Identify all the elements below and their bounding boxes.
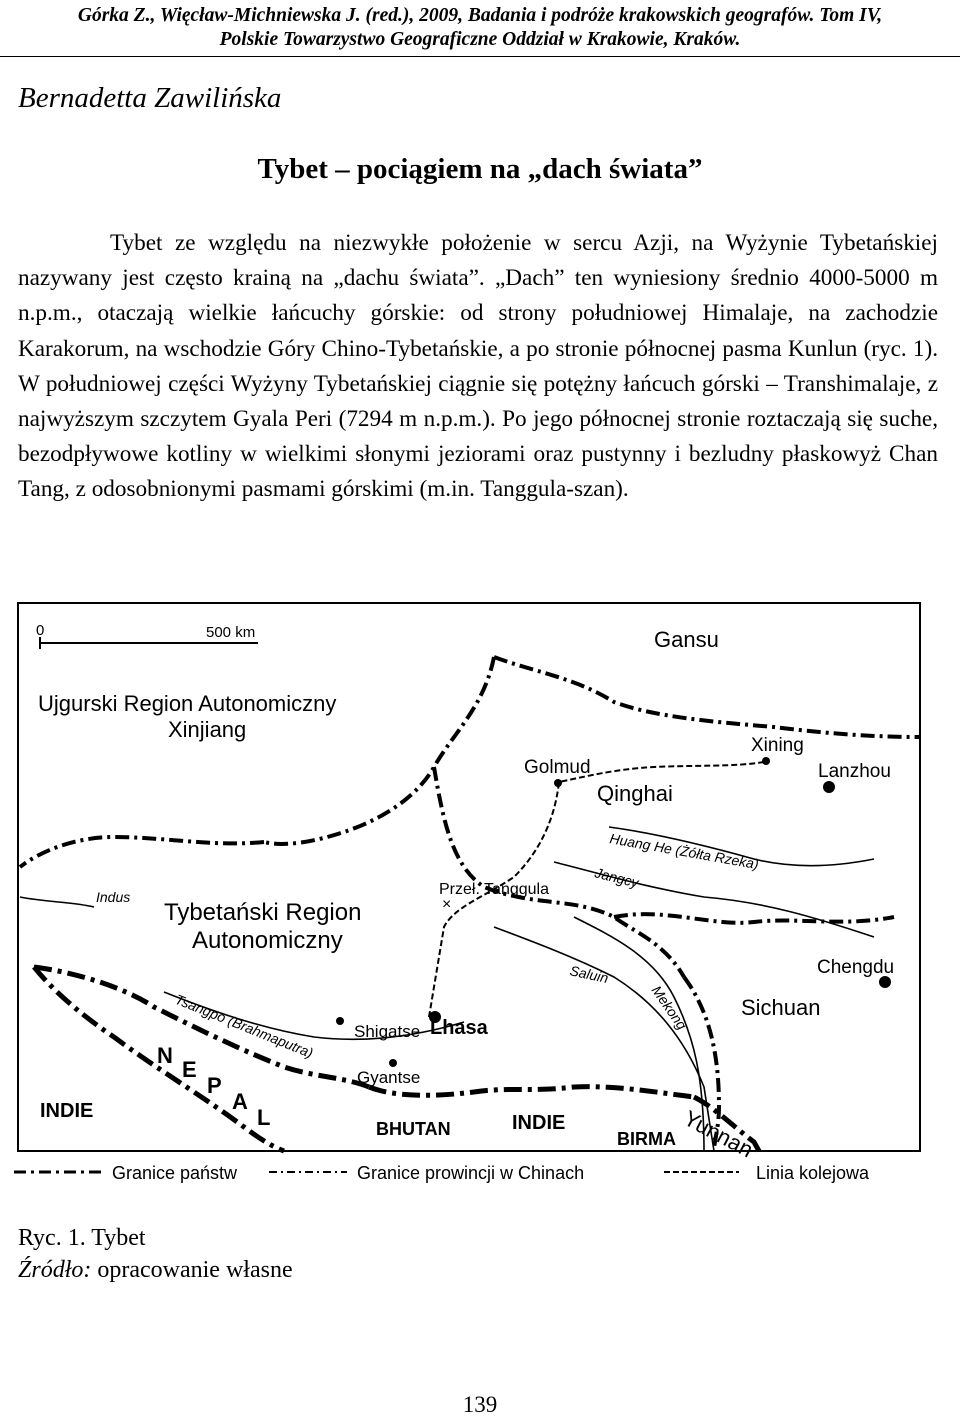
label-salween: Saluin (568, 962, 610, 987)
svg-text:L: L (257, 1105, 271, 1130)
source-label: Źródło: (18, 1257, 92, 1283)
label-tanggula-pass: Przeł. Tanggula (439, 881, 549, 898)
scale-distance: 500 km (206, 624, 256, 641)
map-canvas (14, 597, 944, 1202)
label-mekong: Mekong (648, 982, 691, 1033)
label-india-east: INDIE (512, 1112, 566, 1134)
city-shigatse-marker (336, 1017, 344, 1025)
city-gyantse-marker (389, 1059, 397, 1067)
source-text: opracowanie własne (91, 1257, 293, 1283)
label-xining: Xining (751, 735, 804, 756)
pass-marker: × (442, 896, 452, 913)
label-qinghai: Qinghai (597, 781, 673, 806)
label-yunnan: Yunnan (679, 1105, 758, 1163)
svg-text:N: N (157, 1043, 173, 1068)
label-india-west: INDIE (40, 1100, 94, 1122)
label-lhasa: Lhasa (430, 1017, 488, 1039)
legend-borders: Granice państw (112, 1163, 238, 1183)
figure-source (18, 1254, 293, 1286)
svg-text:A: A (232, 1089, 248, 1114)
label-indus: Indus (96, 889, 131, 905)
label-xinjiang-line-2: Xinjiang (168, 717, 247, 742)
svg-text:P: P (207, 1073, 222, 1098)
label-tibet-line-2: Autonomiczny (192, 927, 343, 954)
label-birma: BIRMA (617, 1129, 676, 1149)
label-yangtze: Jangcy (593, 864, 641, 891)
label-sichuan: Sichuan (741, 995, 821, 1020)
label-lanzhou: Lanzhou (818, 761, 891, 782)
scale-zero: 0 (36, 622, 45, 639)
city-golmud-marker (554, 779, 562, 787)
header-rule (0, 56, 960, 57)
svg-text:E: E (182, 1057, 197, 1082)
author-name: Bernadetta Zawilińska (18, 82, 282, 114)
legend-railway: Linia kolejowa (756, 1163, 870, 1183)
label-tibet-line-1: Tybetański Region (164, 899, 362, 926)
header-citation-line-2: Polskie Towarzystwo Geograficzne Oddział w Krakowie, Kraków. (219, 29, 741, 50)
figure-caption (18, 1222, 293, 1286)
city-lanzhou-marker (823, 781, 835, 793)
label-chengdu: Chengdu (817, 957, 895, 978)
article-title: Tybet – pociągiem na „dach świata” (257, 153, 703, 185)
map-frame (18, 603, 920, 1151)
page-number: 139 (462, 1392, 498, 1417)
running-header (0, 4, 960, 52)
tibet-map-figure (14, 597, 944, 1202)
map-legend (14, 1163, 870, 1183)
body-paragraph: Tybet ze względu na niezwykłe położenie w sercu Azji, na Wyżynie Tybetańskiej nazywany jest często krainą na „dachu świata”. „Dach” ten wyniesiony średnio 4000-5000 m n.p.m., otaczają wielkie łańcuchy górskie: od strony południowej Himalaje, na zachodzie Karakorum, na wschodzie Góry Chino-Tybetańskie, a po stronie północnej pasma Kunlun (ryc. 1). W południowej części Wyżyny Tybetańskiej ciągnie się potężny łańcuch górski – Transhimalaje, z najwyższym szczytem Gyala Peri (7294 m n.p.m.). Po jego północnej stronie roztaczają się suche, bezodpływowe kotliny w wielkimi słonymi jeziorami oraz pustynny i bezludny płaskowyż Chan Tang, z odosobnionymi pasmami górskimi (m.in. Tanggula-szan). (18, 230, 938, 503)
legend-provinces: Granice prowincji w Chinach (357, 1163, 585, 1183)
label-gansu: Gansu (654, 627, 719, 652)
figure-title: Ryc. 1. Tybet (18, 1225, 146, 1251)
label-xinjiang-line-1: Ujgurski Region Autonomiczny (38, 691, 337, 716)
label-tsangpo: Tsangpo (Brahmaputra) (172, 990, 316, 1061)
label-huanghe: Huang He (Żółta Rzeka) (608, 830, 760, 873)
city-xining-marker (762, 757, 770, 765)
label-gyantse: Gyantse (357, 1068, 421, 1087)
label-golmud: Golmud (524, 757, 591, 778)
header-citation-line-1: Górka Z., Więcław-Michniewska J. (red.), 2009, Badania i podróże krakowskich geografów. Tom IV, (77, 5, 883, 26)
label-shigatse: Shigatse (354, 1022, 421, 1041)
label-bhutan: BHUTAN (376, 1119, 451, 1139)
